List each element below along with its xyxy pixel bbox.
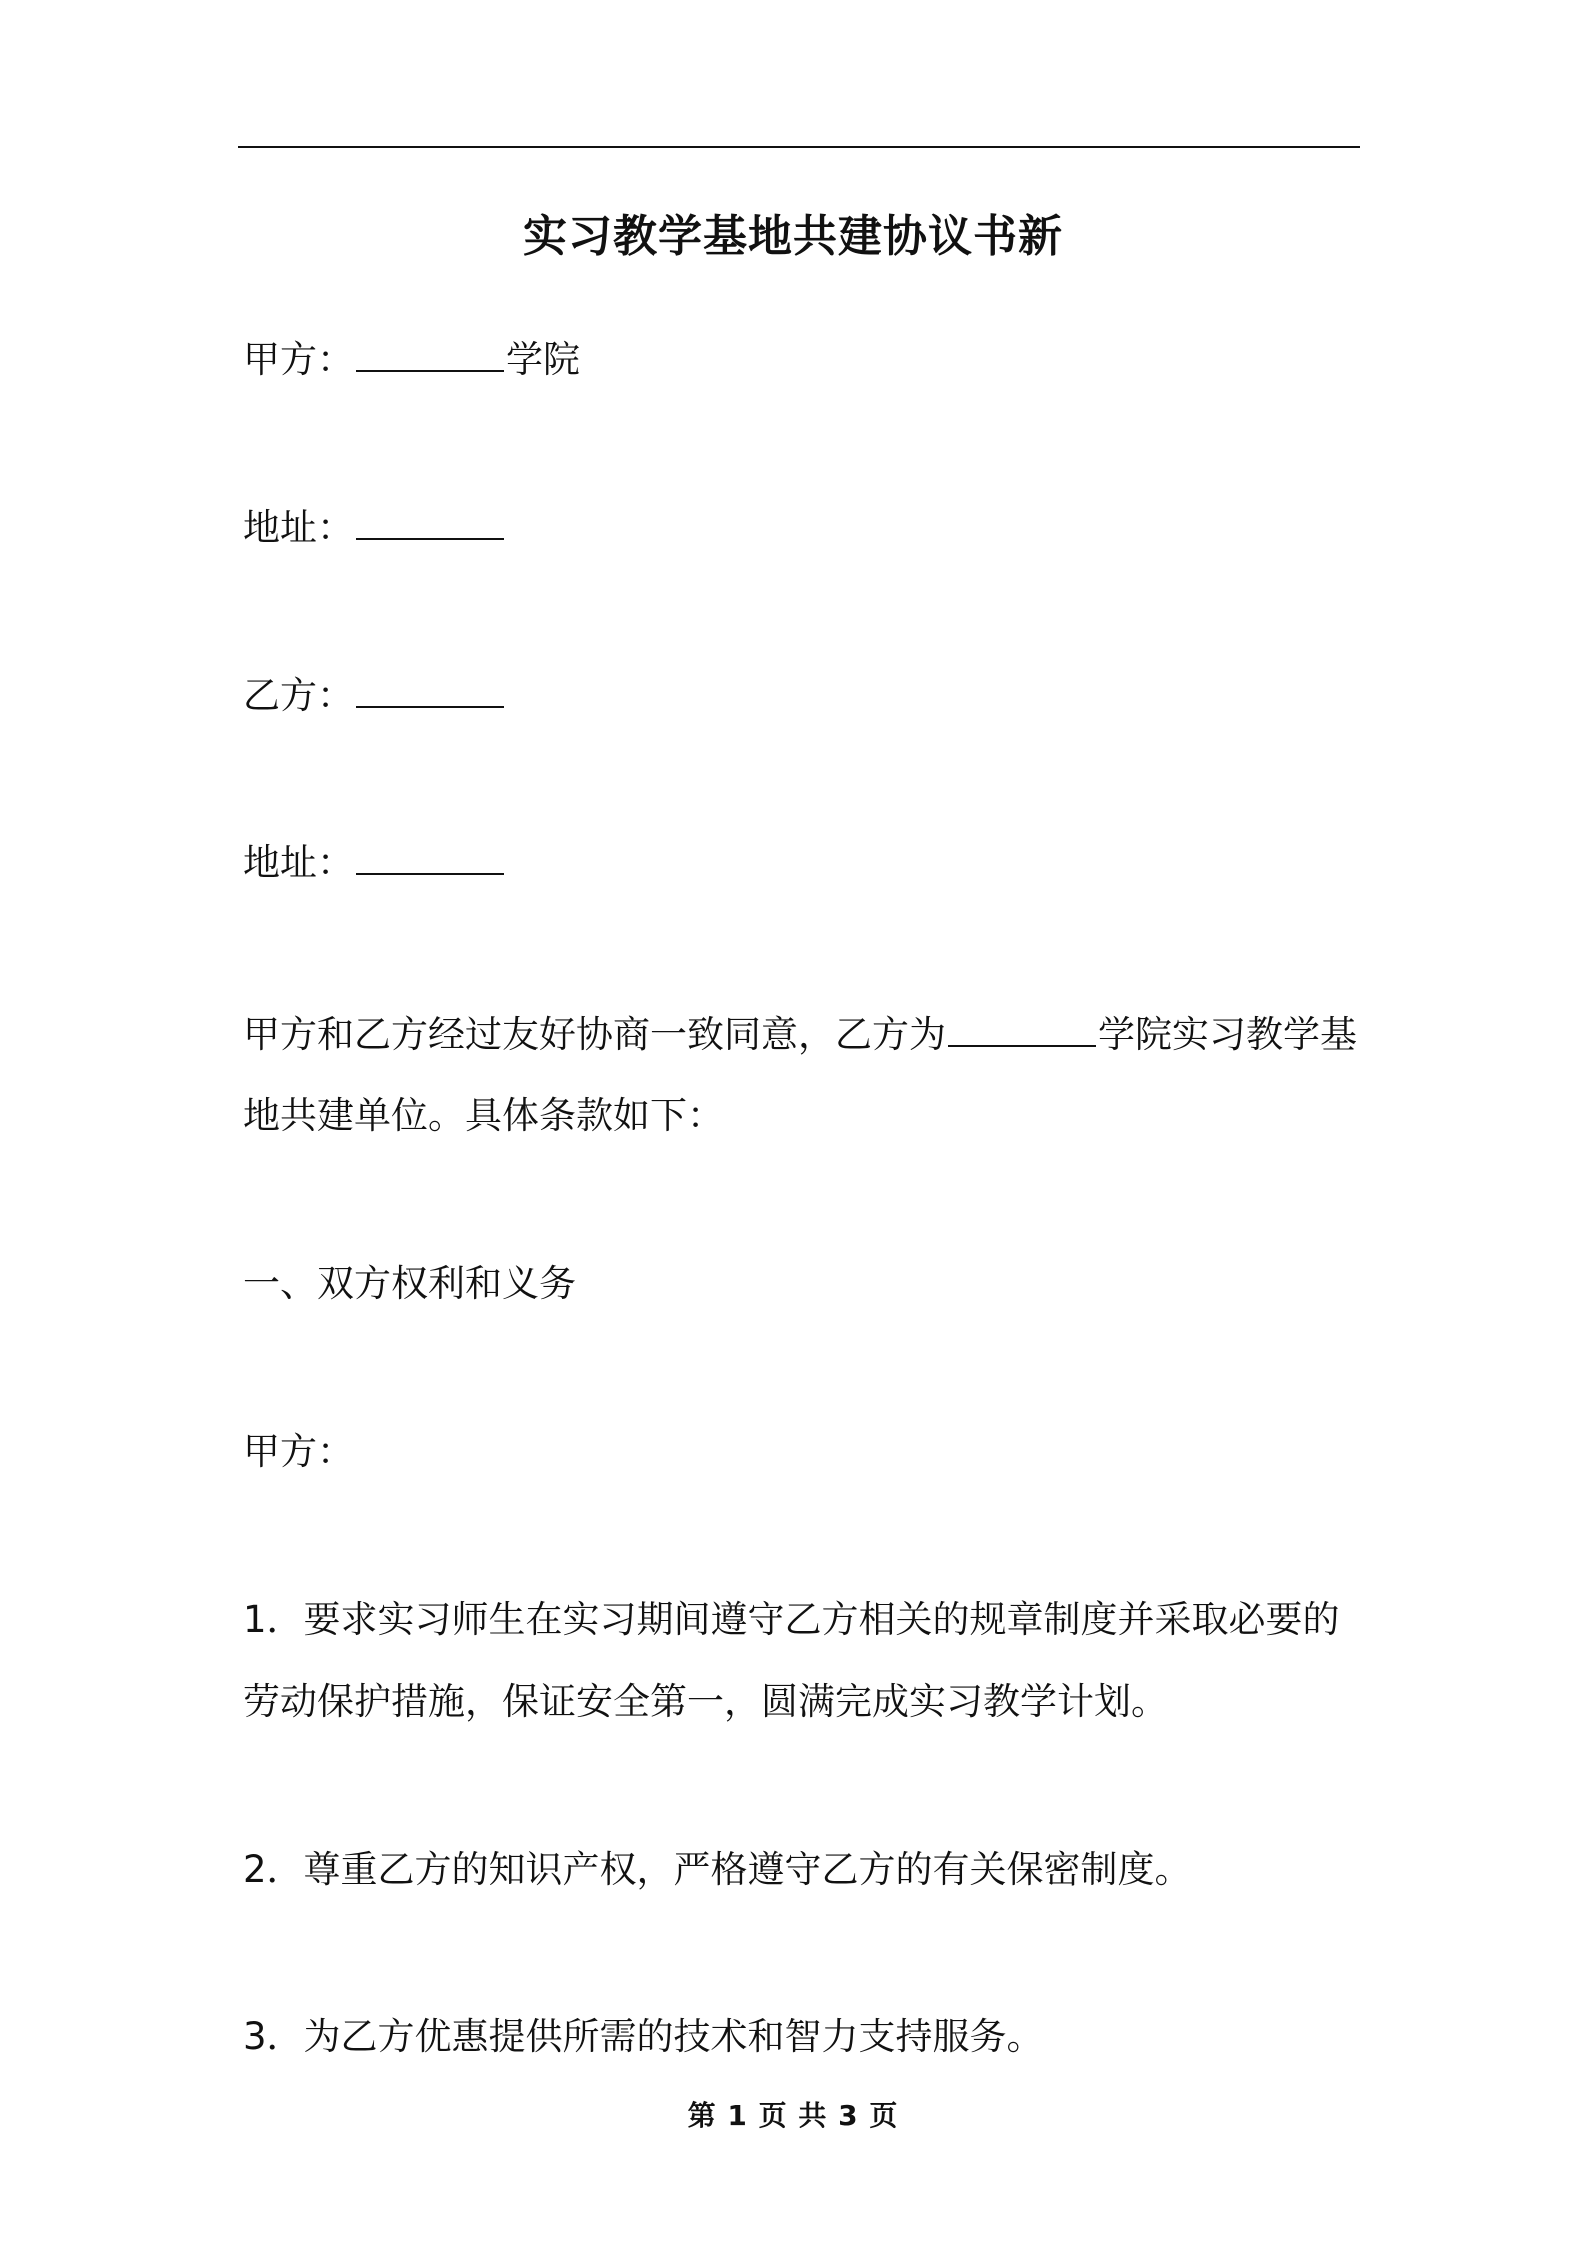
intro-blank (948, 1015, 1096, 1047)
party-a-suffix: 学院 (506, 338, 580, 381)
page-indicator: 第 1 页 共 3 页 (687, 2099, 899, 2132)
intro-line-1 (243, 1013, 1357, 1056)
party-a-label: 甲方： (243, 338, 354, 381)
party-b-address-line (243, 841, 506, 884)
party-a-blank (356, 340, 504, 372)
section-1-heading: 一、双方权利和义务 (243, 1262, 576, 1305)
item-2: 2．尊重乙方的知识产权，严格遵守乙方的有关保密制度。 (243, 1848, 1192, 1891)
intro-suffix: 学院实习教学基 (1098, 1013, 1357, 1056)
intro-line-2: 地共建单位。具体条款如下： (243, 1094, 724, 1137)
party-b-label: 乙方： (243, 674, 354, 717)
party-a-address-line (243, 506, 506, 549)
item-1-line-2: 劳动保护措施，保证安全第一，圆满完成实习教学计划。 (243, 1680, 1168, 1723)
party-a-sub-heading: 甲方： (243, 1430, 354, 1473)
item-3: 3．为乙方优惠提供所需的技术和智力支持服务。 (243, 2015, 1044, 2058)
party-a-address-blank (356, 508, 504, 540)
party-a-line (243, 338, 580, 381)
item-1-line-1: 1．要求实习师生在实习期间遵守乙方相关的规章制度并采取必要的 (243, 1598, 1340, 1641)
address-label: 地址： (243, 841, 354, 884)
address-label: 地址： (243, 506, 354, 549)
document-title: 实习教学基地共建协议书新 (523, 211, 1063, 262)
party-b-blank (356, 676, 504, 708)
party-b-address-blank (356, 843, 504, 875)
intro-prefix: 甲方和乙方经过友好协商一致同意，乙方为 (243, 1013, 946, 1056)
header-rule (238, 146, 1360, 148)
party-b-line (243, 674, 506, 717)
